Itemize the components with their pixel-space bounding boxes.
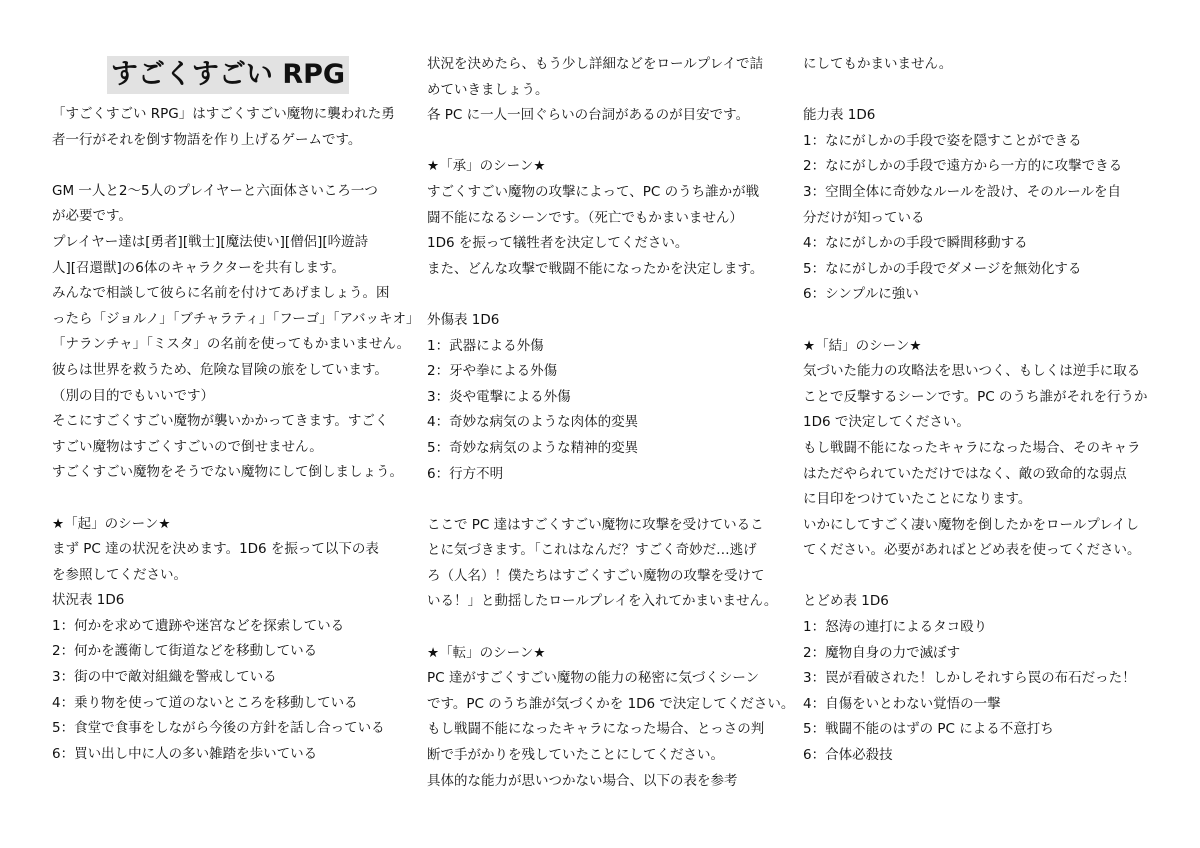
column-1-text — [52, 102, 420, 767]
title-area — [52, 0, 404, 96]
text-line: 6：買い出し中に人の多い雑踏を歩いている — [52, 745, 318, 762]
text-line: もし戦闘不能になったキャラになった場合、そのキャラ — [803, 439, 1141, 456]
text-line: プレイヤー達は[勇者][戦士][魔法使い][僧侶][吟遊詩 — [52, 233, 369, 250]
text-line: 断で手がかりを残していたことにしてください。 — [427, 747, 724, 764]
text-line: まず PC 達の状況を決めます。1D6 を振って以下の表 — [52, 541, 379, 558]
page-title: すごくすごい RPG — [107, 56, 349, 94]
text-line: 外傷表 1D6 — [427, 311, 500, 328]
text-line: いかにしてすごく凄い魔物を倒したかをロールプレイし — [803, 516, 1140, 533]
text-line: 6：行方不明 — [427, 465, 504, 482]
text-line: 能力表 1D6 — [803, 107, 876, 124]
text-line: ことで反撃するシーンです。PC のうち誰がそれを行うか — [803, 388, 1148, 405]
text-line: 4：自傷をいとわない覚悟の一撃 — [803, 695, 1001, 712]
text-line: にしてもかまいません。 — [803, 56, 953, 72]
text-line: すごくすごい魔物をそうでない魔物にして倒しましょう。 — [52, 464, 403, 481]
text-line: てください。必要があればとどめ表を使ってください。 — [803, 542, 1141, 559]
text-line: 者一行がそれを倒す物語を作り上げるゲームです。 — [52, 131, 362, 148]
text-line: すごくすごい魔物の攻撃によって、PC のうち誰かが戦 — [427, 183, 760, 200]
text-line: 5：戦闘不能のはずの PC による不意打ち — [803, 721, 1054, 738]
text-line: が必要です。 — [52, 208, 132, 225]
column-1 — [52, 0, 420, 767]
text-line: 3：炎や電撃による外傷 — [427, 388, 571, 405]
text-line: GM 一人と2～5人のプレイヤーと六面体さいころ一つ — [52, 182, 378, 199]
text-line: を参照してください。 — [52, 566, 187, 583]
text-line: です。PC のうち誰が気づくかを 1D6 で決定してください。 — [427, 695, 795, 712]
text-line: ★「起」のシーン★ — [52, 515, 171, 532]
text-line: 5：食堂で食事をしながら今後の方針を話し合っている — [52, 720, 385, 737]
text-line: 3：空間全体に奇妙なルールを設け、そのルールを自 — [803, 183, 1122, 200]
blank-line — [427, 282, 779, 308]
text-line: また、どんな攻撃で戦闘不能になったかを決定します。 — [427, 260, 764, 277]
blank-line — [803, 308, 1155, 334]
text-line: ★「転」のシーン★ — [427, 644, 546, 661]
text-line: 4：なにがしかの手段で瞬間移動する — [803, 235, 1028, 252]
text-line: めていきましょう。 — [427, 81, 549, 98]
blank-line — [52, 486, 404, 512]
text-line: 闘不能になるシーンです。（死亡でもかまいません） — [427, 209, 743, 226]
text-line: そこにすごくすごい魔物が襲いかかってきます。すごく — [52, 413, 389, 430]
text-line: （別の目的でもいいです） — [52, 387, 214, 404]
text-line: 状況を決めたら、もう少し詳細などをロールプレイで詰 — [427, 56, 764, 72]
blank-line — [427, 615, 779, 641]
text-line: 2：牙や拳による外傷 — [427, 363, 558, 380]
column-3 — [803, 0, 1155, 769]
column-3-text — [803, 52, 1155, 769]
text-line: PC 達がすごくすごい魔物の能力の秘密に気づくシーン — [427, 670, 760, 687]
text-line: 1：何かを求めて遺跡や迷宮などを探索している — [52, 617, 345, 634]
text-line: とどめ表 1D6 — [803, 593, 889, 610]
text-line: 4：奇妙な病気のような肉体的変異 — [427, 414, 639, 431]
text-line: ★「結」のシーン★ — [803, 337, 922, 354]
text-line: とに気づきます。「これはなんだ？すごく奇妙だ…逃げ — [427, 542, 757, 559]
text-line: 6：シンプルに強い — [803, 286, 919, 303]
text-line: 人][召還獣]の6体のキャラクターを共有します。 — [52, 259, 346, 276]
text-line: 1：怒涛の連打によるタコ殴り — [803, 619, 988, 636]
text-line: もし戦闘不能になったキャラになった場合、とっさの判 — [427, 721, 765, 738]
text-line: 2：何かを護衛して街道などを移動している — [52, 643, 318, 660]
text-line: 5：なにがしかの手段でダメージを無効化する — [803, 260, 1082, 277]
text-line: 2：魔物自身の力で滅ぼす — [803, 644, 961, 661]
text-line: 3：罠が看破された！しかしそれすら罠の布石だった！ — [803, 670, 1136, 687]
text-line: はただやられていただけではなく、敵の致命的な弱点 — [803, 465, 1127, 482]
text-line: 「ナランチャ」「ミスタ」の名前を使ってもかまいません。 — [52, 336, 411, 353]
text-line: 1D6 を振って犠牲者を決定してください。 — [427, 235, 689, 252]
blank-line — [52, 153, 404, 179]
text-line: 気づいた能力の攻略法を思いつく、もしくは逆手に取る — [803, 363, 1141, 380]
text-line: 「すごくすごい RPG」はすごくすごい魔物に襲われた勇 — [52, 106, 395, 122]
blank-line — [427, 129, 779, 155]
text-line: に目印をつけていたことになります。 — [803, 491, 1032, 508]
text-line: すごい魔物はすごくすごいので倒せません。 — [52, 438, 323, 455]
text-line: ここで PC 達はすごくすごい魔物に攻撃を受けているこ — [427, 516, 764, 533]
text-line: 分だけが知っている — [803, 209, 925, 226]
text-line: 4：乗り物を使って道のないところを移動している — [52, 694, 358, 711]
text-line: いる！」と動揺したロールプレイを入れてかまいません。 — [427, 593, 778, 610]
text-line: 3：街の中で敵対組織を警戒している — [52, 669, 277, 686]
column-2-text — [427, 52, 795, 794]
text-line: 状況表 1D6 — [52, 592, 125, 609]
blank-line — [803, 78, 1155, 104]
text-line: ろ（人名）！僕たちはすごくすごい魔物の攻撃を受けて — [427, 567, 765, 584]
text-line: ★「承」のシーン★ — [427, 158, 546, 175]
text-line: 2：なにがしかの手段で遠方から一方的に攻撃できる — [803, 158, 1123, 175]
blank-line — [803, 564, 1155, 590]
text-line: 6：合体必殺技 — [803, 747, 893, 764]
column-2 — [427, 0, 795, 794]
blank-line — [427, 487, 779, 513]
text-line: 5：奇妙な病気のような精神的変異 — [427, 439, 639, 456]
text-line: 具体的な能力が思いつかない場合、以下の表を参考 — [427, 772, 738, 789]
text-line: 1D6 で決定してください。 — [803, 414, 970, 431]
text-line: 1：なにがしかの手段で姿を隠すことができる — [803, 132, 1082, 149]
text-line: ったら「ジョルノ」「ブチャラティ」「フーゴ」「アバッキオ」 — [52, 310, 420, 327]
text-line: 彼らは世界を救うため、危険な冒険の旅をしています。 — [52, 361, 388, 378]
text-line: 各 PC に一人一回ぐらいの台詞があるのが目安です。 — [427, 107, 750, 124]
text-line: 1：武器による外傷 — [427, 337, 544, 354]
text-line: みんなで相談して彼らに名前を付けてあげましょう。困 — [52, 285, 390, 302]
